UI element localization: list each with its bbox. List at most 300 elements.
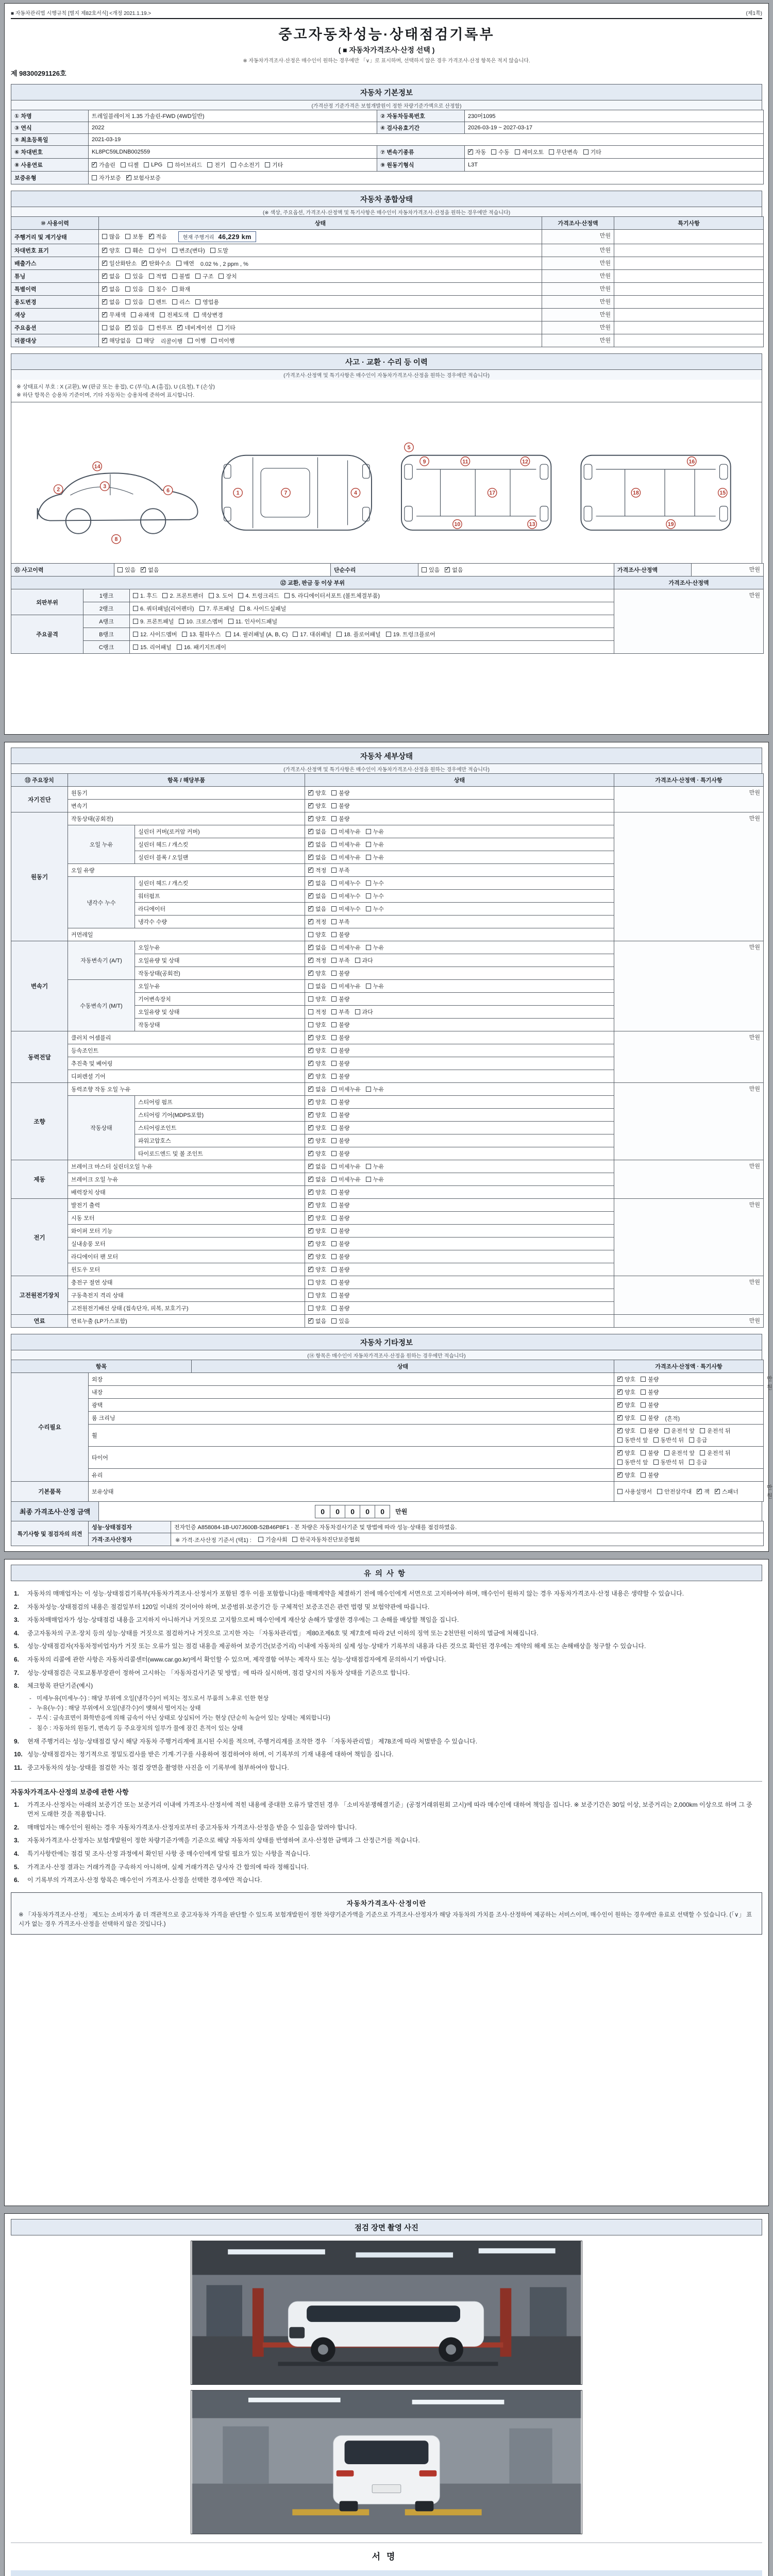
checkbox-option[interactable]	[331, 1188, 349, 1196]
checkbox-option[interactable]	[355, 1008, 373, 1016]
checkbox-option[interactable]	[331, 969, 349, 977]
checkbox-icon	[188, 338, 193, 343]
checkbox-option[interactable]	[422, 566, 440, 574]
checkbox-icon	[331, 1022, 337, 1027]
checkbox-label: 침수	[156, 286, 167, 293]
checkbox-option[interactable]	[641, 1471, 659, 1479]
checkbox-option[interactable]	[92, 174, 121, 182]
checkbox-option[interactable]	[331, 1033, 349, 1042]
checkbox-option[interactable]	[133, 630, 177, 638]
checkbox-option[interactable]	[657, 1487, 692, 1496]
checkbox-option[interactable]	[308, 1265, 326, 1274]
checkbox-option[interactable]	[366, 905, 384, 913]
checkbox-group	[308, 1048, 355, 1055]
checkbox-option[interactable]	[308, 866, 326, 874]
checkbox-option[interactable]	[231, 161, 260, 169]
checkbox-option[interactable]	[117, 566, 136, 574]
checkbox-option[interactable]	[125, 246, 143, 255]
checkbox-option[interactable]	[331, 905, 361, 913]
svg-text:14: 14	[94, 463, 100, 470]
checkbox-label: 무채색	[109, 312, 126, 318]
checkbox-option[interactable]	[331, 879, 361, 887]
price-cell: 만원	[542, 321, 614, 334]
checkbox-label: 불량	[339, 1241, 350, 1247]
checkbox-option[interactable]	[617, 1414, 635, 1422]
checkbox-option[interactable]	[617, 1449, 635, 1457]
item-cell: 오일누유	[135, 980, 305, 993]
notice-number: 1.	[14, 1590, 20, 1597]
checkbox-option[interactable]	[172, 246, 205, 255]
state-cell	[614, 1469, 764, 1482]
checkbox-option[interactable]	[258, 1535, 288, 1544]
checkbox-option[interactable]	[308, 1227, 326, 1235]
checkbox-label: 미세누수	[339, 893, 361, 900]
checkbox-label: 미세누유	[339, 855, 361, 861]
checkbox-option[interactable]	[366, 827, 384, 836]
checkbox-option[interactable]	[641, 1449, 659, 1457]
checkbox-option[interactable]	[308, 1098, 326, 1106]
checkbox-option[interactable]	[137, 336, 155, 345]
checkbox-icon	[92, 175, 97, 180]
checkbox-option[interactable]	[133, 643, 172, 651]
price-cell: 만원	[542, 257, 614, 270]
notice-text: 이 기록부의 가격조사·산정 항목은 매수인이 가격조사·산정을 선택한 경우에만 적습니다.	[27, 1876, 262, 1884]
state-cell	[305, 928, 614, 941]
notice-dash: -	[29, 1715, 31, 1722]
checkbox-option[interactable]	[337, 630, 380, 638]
checkbox-option[interactable]	[265, 161, 283, 169]
checkbox-icon	[331, 1009, 337, 1014]
checkbox-option[interactable]	[308, 1291, 326, 1299]
checkbox-option[interactable]	[331, 866, 349, 874]
checkbox-option[interactable]	[209, 591, 233, 600]
checkbox-label: 있음	[125, 567, 136, 573]
checkbox-option[interactable]	[308, 1085, 326, 1093]
checkbox-group	[617, 1377, 664, 1383]
checkbox-option[interactable]	[133, 591, 157, 600]
checkbox-option[interactable]	[700, 1449, 731, 1457]
checkbox-option[interactable]	[308, 1252, 326, 1261]
checkbox-option[interactable]	[210, 246, 228, 255]
checkbox-option[interactable]	[355, 956, 373, 964]
checkbox-option[interactable]	[308, 879, 326, 887]
checkbox-option[interactable]	[133, 604, 194, 613]
checkbox-option[interactable]	[308, 918, 326, 926]
checkbox-option[interactable]	[664, 1449, 695, 1457]
checkbox-group	[308, 920, 355, 926]
checkbox-option[interactable]	[308, 1240, 326, 1248]
checkbox-option[interactable]	[126, 174, 161, 182]
checkbox-option[interactable]	[617, 1388, 635, 1396]
checkbox-option[interactable]	[238, 591, 279, 600]
checkbox-option[interactable]	[149, 246, 167, 255]
checkbox-label: 없음	[109, 325, 121, 331]
checkbox-option[interactable]	[331, 1252, 349, 1261]
checkbox-option[interactable]	[641, 1401, 659, 1409]
checkbox-option[interactable]	[308, 827, 326, 836]
checkbox-option[interactable]	[715, 1487, 738, 1496]
checkbox-option[interactable]	[331, 1291, 349, 1299]
checkbox-option[interactable]	[195, 298, 219, 306]
checkbox-option[interactable]	[195, 272, 213, 280]
checkbox-option[interactable]	[102, 324, 120, 332]
checkbox-option[interactable]	[331, 943, 361, 952]
checkbox-option[interactable]	[331, 918, 349, 926]
form-reference-line	[11, 9, 762, 19]
checkbox-label: 불량	[648, 1389, 659, 1396]
checkbox-option[interactable]	[331, 853, 361, 861]
checkbox-label: 불량	[339, 971, 350, 977]
checkbox-label: 양호	[109, 248, 121, 254]
checkbox-icon	[445, 567, 450, 572]
checkbox-option[interactable]	[102, 259, 137, 267]
checkbox-option[interactable]	[331, 1137, 349, 1145]
checkbox-icon	[308, 1202, 313, 1208]
checkbox-label: 없음	[148, 567, 159, 573]
notice-text: 성능·상태점검자(자동차정비업자)가 거짓 또는 오류가 있는 점검 내용을 제공하여 보증기간(보증거리) 이내에 자동차의 실제 성능·상태가 기록부의 내용과 다른 것으로 확인된 경우에는 계약의 해제 또는 손해배상을 청구할 수 있습니다.	[27, 1642, 646, 1650]
checkbox-option[interactable]	[149, 232, 167, 241]
checkbox-icon	[308, 1228, 313, 1233]
checkbox-label: 운전석 뒤	[707, 1450, 731, 1456]
checkbox-option[interactable]	[182, 630, 221, 638]
checkbox-option[interactable]	[331, 1175, 361, 1183]
checkbox-label: 10. 크로스멤버	[186, 619, 223, 625]
checkbox-option[interactable]	[331, 1304, 349, 1312]
checkbox-option[interactable]	[331, 1059, 349, 1067]
checkbox-label: 탄화수소	[149, 261, 171, 267]
checkbox-option[interactable]	[308, 1072, 326, 1080]
checkbox-option[interactable]	[142, 259, 171, 267]
checkbox-option[interactable]	[308, 1175, 326, 1183]
checkbox-option[interactable]	[366, 1162, 384, 1171]
checkbox-option[interactable]	[308, 956, 326, 964]
checkbox-option[interactable]	[293, 630, 331, 638]
remark-header: 특기사항	[614, 217, 764, 230]
checkbox-option[interactable]	[617, 1375, 635, 1383]
checkbox-option[interactable]	[179, 617, 223, 625]
checkbox-option[interactable]	[366, 879, 384, 887]
checkbox-option[interactable]	[308, 815, 326, 823]
checkbox-option[interactable]	[308, 905, 326, 913]
checkbox-option[interactable]	[292, 1535, 360, 1544]
checkbox-option[interactable]	[102, 311, 126, 319]
checkbox-option[interactable]	[167, 161, 202, 169]
checkbox-option[interactable]	[172, 272, 190, 280]
checkbox-icon	[133, 606, 138, 611]
checkbox-option[interactable]	[194, 311, 223, 319]
checkbox-option[interactable]	[331, 840, 361, 849]
checkbox-option[interactable]	[331, 827, 361, 836]
device-row	[11, 1425, 764, 1447]
checkbox-option[interactable]	[549, 148, 578, 156]
checkbox-option[interactable]	[207, 161, 225, 169]
checkbox-option[interactable]	[617, 1401, 635, 1409]
checkbox-option[interactable]	[331, 1278, 349, 1286]
checkbox-group	[308, 907, 389, 913]
checkbox-icon	[308, 1177, 313, 1182]
checkbox-label: 적정	[315, 1009, 327, 1015]
checkbox-option[interactable]	[331, 982, 361, 990]
checkbox-option[interactable]	[308, 1124, 326, 1132]
checkbox-option[interactable]	[331, 789, 349, 797]
checkbox-option[interactable]	[308, 1046, 326, 1055]
checkbox-option[interactable]	[468, 148, 486, 156]
table-header-row	[11, 577, 764, 589]
checkbox-option[interactable]	[331, 1124, 349, 1132]
state-extra-text: 0.02 % , 2 ppm , %	[200, 261, 248, 267]
checkbox-option[interactable]	[125, 324, 143, 332]
checkbox-option[interactable]	[331, 1098, 349, 1106]
checkbox-option[interactable]	[284, 591, 380, 600]
checkbox-option[interactable]	[331, 1072, 349, 1080]
checkbox-icon	[366, 829, 371, 834]
checkbox-option[interactable]	[331, 1046, 349, 1055]
checkbox-option[interactable]	[386, 630, 435, 638]
checkbox-option[interactable]	[308, 892, 326, 900]
section-note-detail: (가격조사·산정액 및 특기사항은 매수인이 자동차가격조사·산정을 원하는 경우에만 적습니다)	[11, 764, 762, 774]
checkbox-option[interactable]	[144, 162, 162, 168]
checkbox-option[interactable]	[308, 1137, 326, 1145]
checkbox-option[interactable]	[308, 943, 326, 952]
checkbox-option[interactable]	[366, 840, 384, 849]
inspection-photos	[11, 2241, 762, 2534]
checkbox-option[interactable]	[700, 1427, 731, 1435]
checkbox-label: 불량	[648, 1402, 659, 1409]
checkbox-option[interactable]	[219, 272, 237, 280]
checkbox-option[interactable]	[125, 272, 143, 280]
checkbox-option[interactable]	[331, 1021, 349, 1029]
checkbox-option[interactable]	[172, 285, 190, 293]
checkbox-label: 불량	[648, 1377, 659, 1383]
checkbox-option[interactable]	[131, 311, 155, 319]
checkbox-icon	[331, 855, 337, 860]
checkbox-label: 있음	[132, 325, 144, 331]
checkbox-option[interactable]	[366, 853, 384, 861]
checkbox-label: 누유	[373, 842, 384, 848]
checkbox-icon	[308, 919, 313, 924]
checkbox-option[interactable]	[331, 1149, 349, 1158]
price-header: 가격조사·산정액 · 특기사항	[614, 774, 764, 787]
checkbox-option[interactable]	[583, 148, 601, 156]
checkbox-option[interactable]	[177, 324, 212, 332]
checkbox-option[interactable]	[697, 1487, 710, 1496]
notice-item	[14, 1655, 759, 1665]
checkbox-option[interactable]	[331, 802, 349, 810]
checkbox-label: 불량	[339, 1074, 350, 1080]
checkbox-option[interactable]	[125, 298, 143, 306]
checkbox-option[interactable]	[331, 1214, 349, 1222]
checkbox-option[interactable]	[331, 1085, 361, 1093]
checkbox-option[interactable]	[217, 324, 236, 332]
usage-item-label: 리콜대상	[11, 334, 99, 347]
usage-item-label: 차대번호 표기	[11, 244, 99, 257]
checkbox-option[interactable]	[617, 1487, 652, 1496]
checkbox-option[interactable]	[331, 995, 349, 1003]
checkbox-option[interactable]	[308, 1201, 326, 1209]
checkbox-option[interactable]	[689, 1458, 707, 1466]
checkbox-option[interactable]	[366, 943, 384, 952]
checkbox-option[interactable]	[226, 630, 288, 638]
checkbox-option[interactable]	[331, 1008, 349, 1016]
checkbox-option[interactable]	[331, 1227, 349, 1235]
checkbox-label: 없음	[315, 1318, 327, 1325]
checkbox-option[interactable]	[445, 566, 463, 574]
checkbox-option[interactable]	[162, 591, 203, 600]
checkbox-option[interactable]	[149, 298, 167, 306]
checkbox-option[interactable]	[141, 566, 159, 574]
checkbox-option[interactable]	[102, 336, 131, 345]
rank-parts-cell	[130, 628, 614, 641]
checkbox-option[interactable]	[308, 1162, 326, 1171]
rank-parts-cell	[130, 589, 614, 602]
checkbox-icon	[331, 1190, 337, 1195]
checkbox-option[interactable]	[102, 285, 120, 293]
checkbox-option[interactable]	[689, 1436, 707, 1444]
checkbox-option[interactable]	[641, 1388, 659, 1396]
checkbox-option[interactable]	[149, 272, 167, 280]
checkbox-option[interactable]	[617, 1436, 648, 1444]
checkbox-option[interactable]	[308, 930, 326, 939]
part-area-cell: 주요골격	[11, 615, 83, 654]
checkbox-option[interactable]	[331, 930, 349, 939]
checkbox-label: 불량	[339, 1202, 350, 1209]
checkbox-option[interactable]	[653, 1458, 684, 1466]
checkbox-icon	[211, 338, 216, 343]
checkbox-option[interactable]	[308, 1021, 326, 1029]
checkbox-option[interactable]	[228, 617, 277, 625]
checkbox-option[interactable]	[366, 1085, 384, 1093]
checkbox-option[interactable]	[366, 892, 384, 900]
checkbox-option[interactable]	[308, 1008, 326, 1016]
checkbox-option[interactable]	[308, 1188, 326, 1196]
checkbox-label: 불량	[339, 1151, 350, 1157]
checkbox-option[interactable]	[641, 1414, 659, 1422]
checkbox-option[interactable]	[176, 259, 194, 267]
checkbox-option[interactable]	[177, 643, 226, 651]
checkbox-option[interactable]	[308, 1149, 326, 1158]
checkbox-option[interactable]	[199, 604, 235, 613]
checkbox-icon	[144, 162, 149, 167]
checkbox-option[interactable]	[102, 272, 120, 280]
checkbox-group	[102, 274, 149, 280]
checkbox-option[interactable]	[308, 1304, 326, 1312]
checkbox-label: 동반석 뒤	[660, 1437, 684, 1444]
checkbox-option[interactable]	[160, 311, 189, 319]
checkbox-option[interactable]	[331, 892, 361, 900]
usage-history-row	[11, 321, 764, 334]
checkbox-option[interactable]	[102, 246, 120, 255]
checkbox-option[interactable]	[331, 1201, 349, 1209]
checkbox-option[interactable]	[149, 285, 167, 293]
notice-item	[14, 1875, 759, 1885]
checkbox-option[interactable]	[617, 1427, 635, 1435]
checkbox-icon	[102, 312, 107, 317]
checkbox-option[interactable]	[653, 1436, 684, 1444]
checkbox-option[interactable]	[308, 840, 326, 849]
checkbox-option[interactable]	[308, 789, 326, 797]
checkbox-option[interactable]	[491, 148, 509, 156]
notice-subtext: 부식 : 금속표면이 화학반응에 의해 금속이 아닌 상태로 상실되어 가는 현상 (단순히 녹슬어 있는 상태는 제외합니다)	[37, 1715, 330, 1722]
checkbox-option[interactable]	[366, 1175, 384, 1183]
checkbox-option[interactable]	[308, 1278, 326, 1286]
checkbox-option[interactable]	[331, 956, 349, 964]
checkbox-option[interactable]	[331, 1111, 349, 1119]
checkbox-label: 3. 도어	[215, 593, 233, 599]
checkbox-option[interactable]	[102, 298, 120, 306]
item-cell: 충전구 절연 상태	[68, 1276, 305, 1289]
checkbox-option[interactable]	[308, 1317, 326, 1325]
checkbox-option[interactable]	[240, 604, 286, 613]
checkbox-icon	[331, 1280, 337, 1285]
checkbox-group	[308, 1139, 355, 1145]
checkbox-icon	[331, 1254, 337, 1259]
checkbox-option[interactable]	[664, 1427, 695, 1435]
checkbox-label: 없음	[315, 880, 327, 887]
checkbox-option[interactable]	[308, 1111, 326, 1119]
checkbox-option[interactable]	[331, 1317, 349, 1325]
checkbox-option[interactable]	[121, 161, 139, 169]
checkbox-label: 적음	[156, 234, 167, 240]
checkbox-option[interactable]	[641, 1375, 659, 1383]
checkbox-group	[617, 1403, 664, 1409]
checkbox-label: 적정	[315, 958, 327, 964]
checkbox-option[interactable]	[331, 1162, 361, 1171]
checkbox-option[interactable]	[125, 285, 143, 293]
checkbox-option[interactable]	[308, 995, 326, 1003]
checkbox-option[interactable]	[331, 1265, 349, 1274]
checkbox-option[interactable]	[641, 1427, 659, 1435]
checkbox-option[interactable]	[617, 1458, 648, 1466]
engine-type-label: ⑨ 원동기형식	[377, 159, 465, 172]
checkbox-option[interactable]	[172, 298, 190, 306]
state-cell	[305, 838, 614, 851]
checkbox-option[interactable]	[102, 232, 120, 241]
checkbox-option[interactable]	[308, 802, 326, 810]
checkbox-option[interactable]	[149, 324, 173, 332]
checkbox-option[interactable]	[331, 815, 349, 823]
checkbox-option[interactable]	[308, 853, 326, 861]
checkbox-option[interactable]	[331, 1240, 349, 1248]
checkbox-option[interactable]	[125, 232, 143, 241]
checkbox-label: 많음	[109, 234, 121, 240]
checkbox-label: 있음	[132, 286, 144, 293]
checkbox-icon	[137, 338, 142, 343]
checkbox-option[interactable]	[308, 1214, 326, 1222]
checkbox-option[interactable]	[366, 982, 384, 990]
checkbox-option[interactable]	[92, 161, 115, 169]
checkbox-icon	[219, 274, 224, 279]
state-cell	[305, 1289, 614, 1302]
checkbox-option[interactable]	[133, 617, 174, 625]
checkbox-group	[308, 1074, 355, 1080]
state-cell	[305, 1302, 614, 1315]
checkbox-label: 불량	[339, 996, 350, 1003]
checkbox-option[interactable]	[211, 336, 235, 345]
checkbox-group	[617, 1416, 664, 1422]
checkbox-option[interactable]	[308, 1059, 326, 1067]
state-cell	[305, 1147, 614, 1160]
checkbox-option[interactable]	[617, 1471, 635, 1479]
checkbox-option[interactable]	[308, 969, 326, 977]
checkbox-option[interactable]	[308, 1033, 326, 1042]
checkbox-group	[308, 971, 355, 977]
checkbox-option[interactable]	[188, 336, 206, 345]
checkbox-icon	[355, 958, 360, 963]
checkbox-option[interactable]	[308, 982, 326, 990]
checkbox-option[interactable]	[515, 148, 544, 156]
state-cell	[305, 1122, 614, 1134]
checkbox-label: 없음	[315, 829, 327, 835]
